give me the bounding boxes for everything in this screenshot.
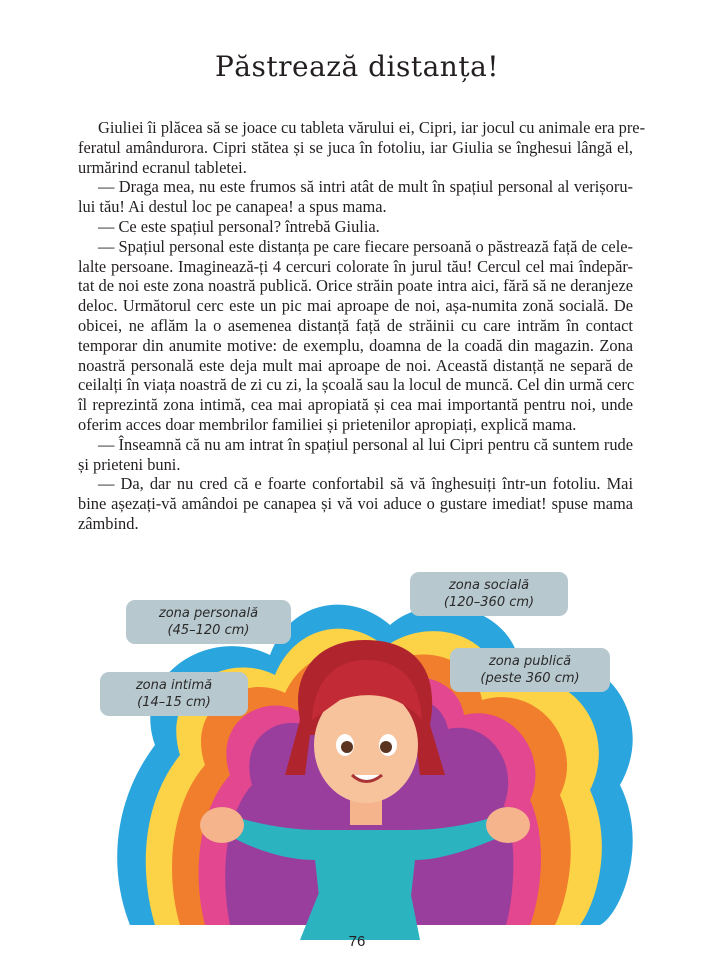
concentric-zones-graphic [0, 560, 714, 940]
text-line: — Spațiul personal este distanța pe care fiecare persoană o păstrează față de cele- [98, 236, 633, 256]
text-line: ceilalți în viața noastră de zi cu zi, la școală sau la locul de muncă. Cel din urmă cerc [78, 375, 635, 395]
text-line: urmărind ecranul tabletei. [78, 157, 247, 177]
text-line: feratul amândurora. Cipri stătea și se juca în fotoliu, iar Giulia se înghesui lângă el, [78, 137, 633, 157]
text-line: tat de noi este zona noastră publică. Orice străin poate intra aici, fără să ne deranjeze [78, 276, 633, 296]
text-line: — Da, dar nu cred că e foarte confortabil să vă înghesuiți într-un fotoliu. Mai [98, 474, 633, 494]
bubble-intimate-name: zona intimă [135, 678, 213, 693]
bubble-social-name: zona socială [448, 578, 530, 593]
personal-space-illustration [0, 560, 714, 940]
paragraph [78, 118, 646, 177]
bubble-public-zone [450, 648, 610, 692]
paragraph [78, 237, 633, 435]
page-title: Păstrează distanța! [214, 50, 500, 83]
paragraph [78, 435, 633, 475]
text-line: — Ce este spațiul personal? întrebă Giulia. [98, 216, 380, 236]
page-number: 76 [348, 933, 366, 950]
bubble-personal-range: (45–120 cm) [167, 623, 250, 638]
text-line: oferim acces doar membrilor familiei și prietenilor apropiați, explică mama. [78, 414, 577, 434]
text-line: temporar din anumite motive: de exemplu, doamna de la coadă din magazin. Zona [78, 335, 633, 355]
text-line: — Înseamnă că nu am intrat în spațiul personal al lui Cipri pentru că suntem rude [98, 434, 633, 454]
text-line: — Draga mea, nu este frumos să intri atât de mult în spațiul personal al verișoru- [98, 177, 633, 197]
text-line: Giuliei îi plăcea să se joace cu tableta vărului ei, Cipri, iar jocul cu animale era pre- [98, 118, 646, 137]
text-line: lui tău! Ai destul loc pe canapea! a spus mama. [78, 197, 387, 217]
bubble-personal-zone [126, 600, 291, 644]
bubble-public-range: (peste 360 cm) [480, 671, 580, 686]
paragraph [78, 177, 633, 217]
text-line: deloc. Următorul cerc este un pic mai aproape de noi, așa-numita zonă socială. De [78, 296, 633, 316]
text-line: îl reprezintă zona intimă, cea mai apropiată și cea mai importantă pentru noi, unde [78, 395, 633, 415]
bubble-public-name: zona publică [488, 654, 572, 669]
text-line: noastră personală este deja mult mai aproape de noi. Această distanță ne separă de [78, 355, 633, 375]
bubble-social-range: (120–360 cm) [443, 595, 535, 610]
paragraph [78, 217, 633, 237]
text-line: lalte persoane. Imaginează-ți 4 cercuri colorate în jurul tău! Cercul cel mai îndepăr- [78, 256, 633, 276]
text-line: bine așezați-vă amândoi pe canapea și vă voi aduce o gustare imediat! spuse mama [78, 494, 633, 514]
text-line: zâmbind. [78, 513, 139, 533]
bubble-social-zone [410, 572, 568, 616]
bubble-personal-name: zona personală [158, 606, 259, 621]
text-line: și prieteni buni. [78, 454, 181, 474]
text-line: obicei, ne aflăm la o asemenea distanță față de străinii cu care intrăm în contact [78, 315, 633, 335]
bubble-intimate-range: (14–15 cm) [137, 695, 211, 710]
paragraph [78, 474, 633, 533]
bubble-intimate-zone [100, 672, 248, 716]
story-text [78, 118, 646, 534]
